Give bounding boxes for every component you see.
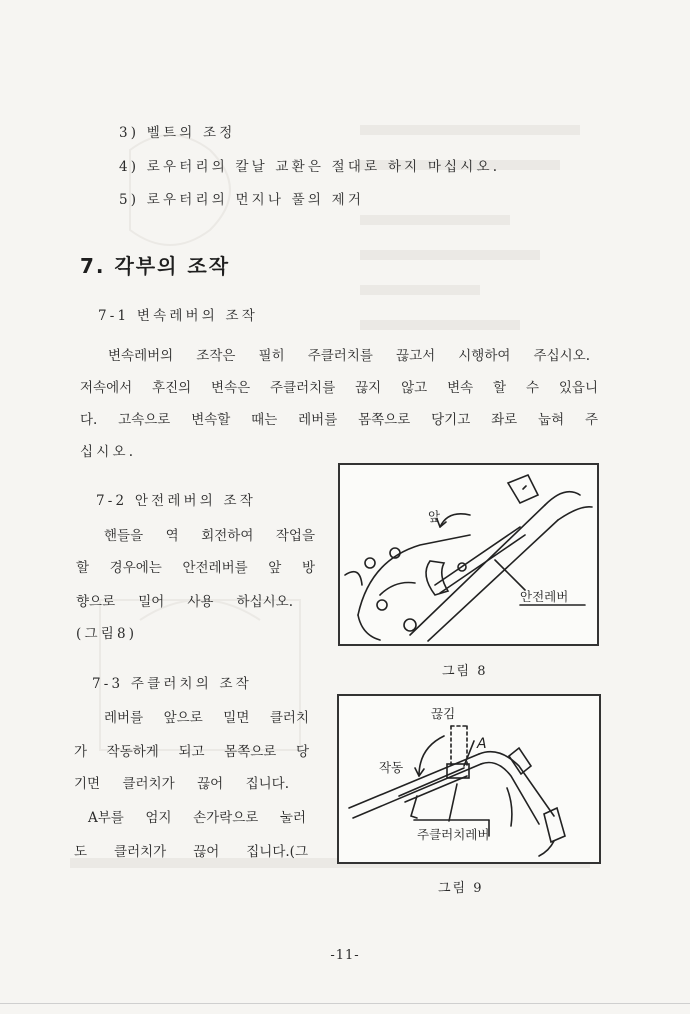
- main-clutch-lever-illustration: [339, 696, 599, 862]
- paragraph-line: 십시오.: [80, 444, 137, 460]
- figure-reference: (그림8): [76, 626, 138, 642]
- paragraph-line: 도 클러치가 끊어 집니다.(그: [74, 844, 308, 860]
- list-item: 5) 로우터리의 먼지나 풀의 제거: [119, 192, 365, 208]
- figure-8-caption: 그림 8: [442, 664, 488, 679]
- list-item: 4) 로우터리의 칼날 교환은 절대로 하지 마십시오.: [119, 159, 501, 175]
- figure-8-label-lever: 안전레버: [520, 589, 569, 604]
- paragraph-line: 레버를 앞으로 밀면 클러치: [104, 710, 309, 726]
- subsection-heading: 7-3 주클러치의 조작: [92, 676, 253, 692]
- figure-9-label-lever: 주클러치레버: [417, 827, 490, 842]
- subsection-heading: 7-1 변속레버의 조작: [98, 308, 259, 324]
- figure-9-label-a: A: [477, 736, 487, 752]
- paragraph-line: 변속레버의 조작은 필히 주클러치를 끊고서 시행하여 주십시오.: [108, 348, 590, 364]
- figure-9-label-work: 작동: [379, 760, 404, 775]
- figure-9-caption: 그림 9: [438, 881, 484, 896]
- safety-lever-illustration: [340, 465, 597, 644]
- section-title: 7. 각부의 조작: [80, 254, 231, 278]
- figure-8-frame: [338, 463, 599, 646]
- paragraph-line: 다. 고속으로 변속할 때는 레버를 몸쪽으로 당기고 좌로 눕혀 주: [80, 412, 598, 428]
- paragraph-line: 핸들을 역 회전하여 작업을: [104, 528, 315, 544]
- figure-9-label-cut: 끊김: [431, 706, 456, 721]
- figure-9-frame: [337, 694, 601, 864]
- page-number: -11-: [330, 948, 360, 963]
- paragraph-line: 저속에서 후진의 변속은 주클러치를 끊지 않고 변속 할 수 있읍니: [80, 380, 598, 396]
- scan-edge-line: [0, 1003, 690, 1004]
- paragraph-line: A부를 엄지 손가락으로 눌러: [88, 810, 306, 826]
- paragraph-line: 할 경우에는 안전레버를 앞 방: [76, 560, 315, 576]
- paragraph-line: 가 작동하게 되고 몸쪽으로 당: [74, 744, 309, 760]
- paragraph-line: 향으로 밀어 사용 하십시오.: [76, 594, 293, 610]
- subsection-heading: 7-2 안전레버의 조작: [96, 493, 257, 509]
- list-item: 3) 벨트의 조정: [119, 125, 236, 141]
- figure-8-label-front: 앞: [428, 509, 441, 524]
- paragraph-line: 기면 클러치가 끊어 집니다.: [74, 776, 289, 792]
